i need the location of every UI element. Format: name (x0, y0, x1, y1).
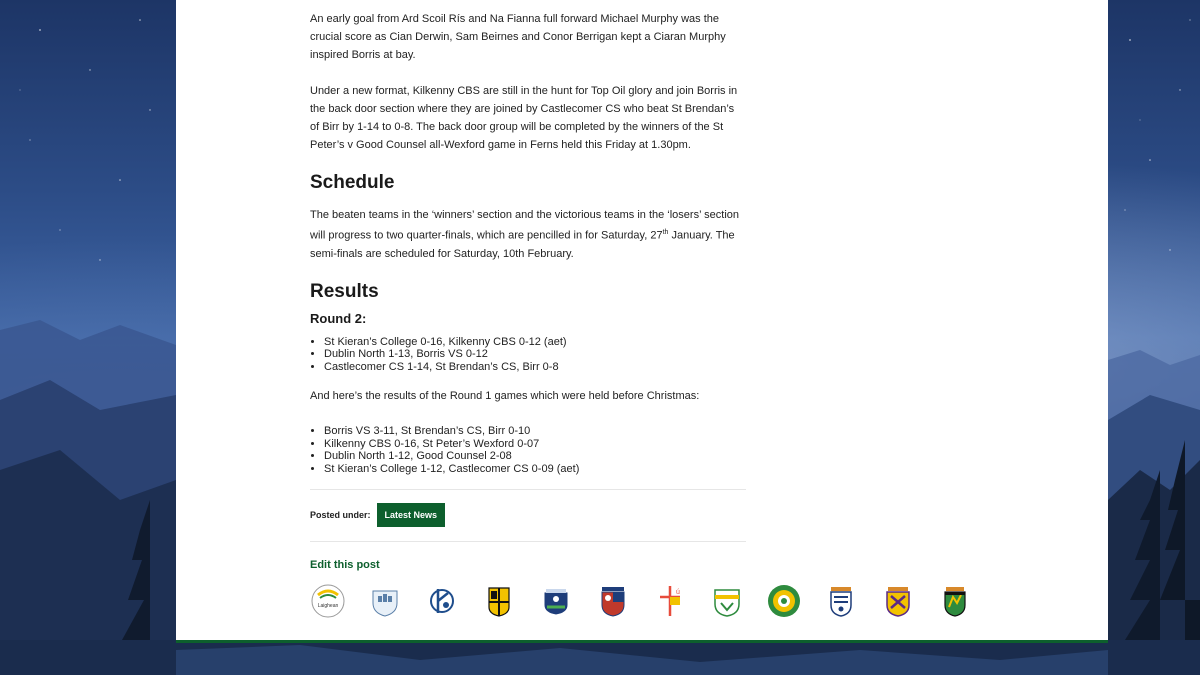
article-paragraph: An early goal from Ard Scoil Rís and Na Fianna full forward Michael Murphy was the crucial score as Cian Derwin, Sam Beirnes and Conor Berrigan kept a Ciaran Murphy inspired Borris at bay. (310, 13, 726, 61)
divider (310, 541, 746, 542)
category-tag-latest-news[interactable]: Latest News (377, 503, 446, 527)
leinster-logo-text: Laighean (317, 603, 339, 609)
divider (310, 489, 746, 490)
wicklow-crest-logo[interactable] (937, 583, 973, 619)
meath-crest-logo[interactable] (709, 583, 745, 619)
longford-crest-logo[interactable] (595, 583, 631, 619)
louth-crest-logo[interactable] (652, 583, 688, 619)
schedule-superscript: th (662, 229, 669, 236)
schedule-text-continued: January. The semi-finals are scheduled for Saturday, 10th February. (310, 229, 735, 260)
result-item: • St Kieran’s College 0-16, Kilkenny CBS 0-12 (aet) (324, 336, 746, 349)
result-item: • Kilkenny CBS 0-16, St Peter’s Wexford 0-07 (324, 438, 746, 451)
leinster-council-logo[interactable] (310, 583, 346, 619)
article-card (176, 0, 1108, 643)
round1-results-list (310, 425, 746, 475)
svg-text:ú: ú (676, 589, 680, 596)
results-heading: Results (310, 280, 379, 302)
offaly-crest-logo[interactable] (766, 583, 802, 619)
result-item: • Castlecomer CS 1-14, St Brendan’s CS, Birr 0-8 (324, 361, 746, 374)
round1-intro: And here’s the results of the Round 1 games which were held before Christmas: (310, 390, 700, 403)
posted-under-label: Posted under: (310, 510, 371, 521)
wexford-crest-logo[interactable] (880, 583, 916, 619)
result-item: • Dublin North 1-12, Good Counsel 2-08 (324, 450, 746, 463)
result-item: • Dublin North 1-13, Borris VS 0-12 (324, 348, 746, 361)
article-body (310, 10, 746, 573)
article-paragraph: Under a new format, Kilkenny CBS are still in the hunt for Top Oil glory and join Borris in the back door section where they are joined by Castlecomer CS who beat St Brendan’s of Birr by 1-14 to 0-8. The back door group will be completed by the winners of the St Peter’s v Good Counsel all-Wexford game in Ferns held this Friday at 1.30pm. (310, 85, 738, 151)
result-item: • St Kieran’s College 1-12, Castlecomer CS 0-09 (aet) (324, 463, 746, 476)
sponsor-logos-row (310, 583, 973, 619)
schedule-paragraph (310, 206, 746, 263)
kilkenny-crest-logo[interactable] (481, 583, 517, 619)
round2-heading: Round 2: (310, 310, 367, 326)
posted-under (310, 503, 746, 527)
schedule-text: The beaten teams in the ‘winners’ section and the victorious teams in the ‘losers’ section will progress to two quarter-finals, which are pencilled in for Saturday, 27 (310, 209, 740, 242)
edit-post-link[interactable]: Edit this post (310, 559, 380, 572)
round2-results-list (310, 336, 746, 374)
gaa-logo[interactable] (424, 583, 460, 619)
dublin-crest-logo[interactable] (367, 583, 403, 619)
result-item: • Borris VS 3-11, St Brendan’s CS, Birr 0-10 (324, 425, 746, 438)
schedule-heading: Schedule (310, 172, 395, 193)
westmeath-crest-logo[interactable] (823, 583, 859, 619)
laois-crest-logo[interactable] (538, 583, 574, 619)
